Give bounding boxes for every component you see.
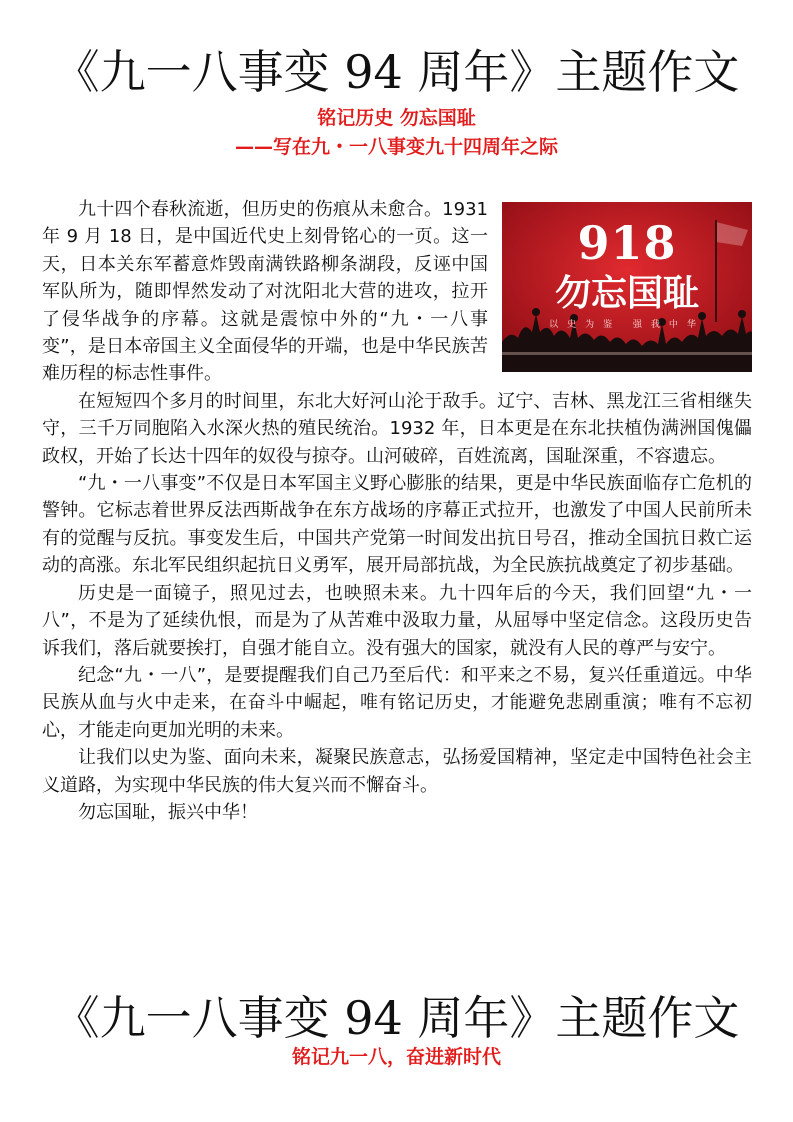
page-title: 《九一八事变 94 周年》主题作文	[53, 45, 740, 99]
paragraph: 在短短四个多月的时间里，东北大好河山沦于敌手。辽宁、吉林、黑龙江三省相继失守，三千万同胞陷入水深火热的殖民统治。1932 年，日本更是在东北扶植伪满洲国傀儡政权，开始了长达十四年的奴役与掠夺。山河破碎，百姓流离，国耻深重，不容遗忘。	[42, 390, 752, 467]
paragraph: “九・一八事变”不仅是日本军国主义野心膨胀的结果，更是中华民族面临存亡危机的警钟。它标志着世界反法西斯战争在东方战场的序幕正式拉开，也激发了中国人民前所未有的觉醒与反抗。事变发生后，中国共产党第一时间发出抗日号召，推动全国抗日救亡运动的高涨。东北军民组织起抗日义勇军，展开局部抗战，为全民族抗战奠定了初步基础。	[42, 473, 752, 577]
closing-slogan: 勿忘国耻，振兴中华！	[78, 801, 258, 823]
paragraph: 纪念“九・一八”，是要提醒我们自己乃至后代：和平来之不易，复兴任重道远。中华民族从血与火中走来，在奋斗中崛起，唯有铭记历史，才能避免悲剧重演；唯有不忘初心，才能走向更加光明的未来。	[42, 664, 752, 741]
poster-slogan: 勿忘国耻	[554, 272, 699, 314]
footer-subtitle: 铭记九一八，奋进新时代	[291, 1046, 501, 1068]
poster-motto: 以史为鉴 强我中华	[549, 320, 705, 330]
poster-image	[502, 202, 752, 372]
footer-title: 《九一八事变 94 周年》主题作文	[53, 991, 740, 1045]
subtitle-secondary: ——写在九・一八事变九十四周年之际	[234, 136, 558, 158]
poster-number: 918	[577, 216, 677, 270]
paragraph: 历史是一面镜子，照见过去，也映照未来。九十四年后的今天，我们回望“九・一八”，不是为了延续仇恨，而是为了从苦难中汲取力量，从屈辱中坚定信念。这段历史告诉我们，落后就要挨打，自强才能自立。没有强大的国家，就没有人民的尊严与安宁。	[42, 582, 752, 659]
paragraph: 九十四个春秋流逝，但历史的伤痕从未愈合。1931 年 9 月 18 日，是中国近代史上刻骨铭心的一页。这一天，日本关东军蓄意炸毁南满铁路柳条湖段，反诬中国军队所为，随即悍然发动了对沈阳北大营的进攻，拉开了侵华战争的序幕。这就是震惊中外的“九・一八事变”，是日本帝国主义全面侵华的开端，也是中华民族苦难历程的标志性事件。	[42, 199, 488, 385]
paragraph: 让我们以史为鉴、面向未来，凝聚民族意志，弘扬爱国精神，坚定走中国特色社会主义道路，为实现中华民族的伟大复兴而不懈奋斗。	[42, 747, 752, 796]
subtitle-primary: 铭记历史 勿忘国耻	[317, 107, 476, 129]
essay-body	[42, 196, 752, 826]
